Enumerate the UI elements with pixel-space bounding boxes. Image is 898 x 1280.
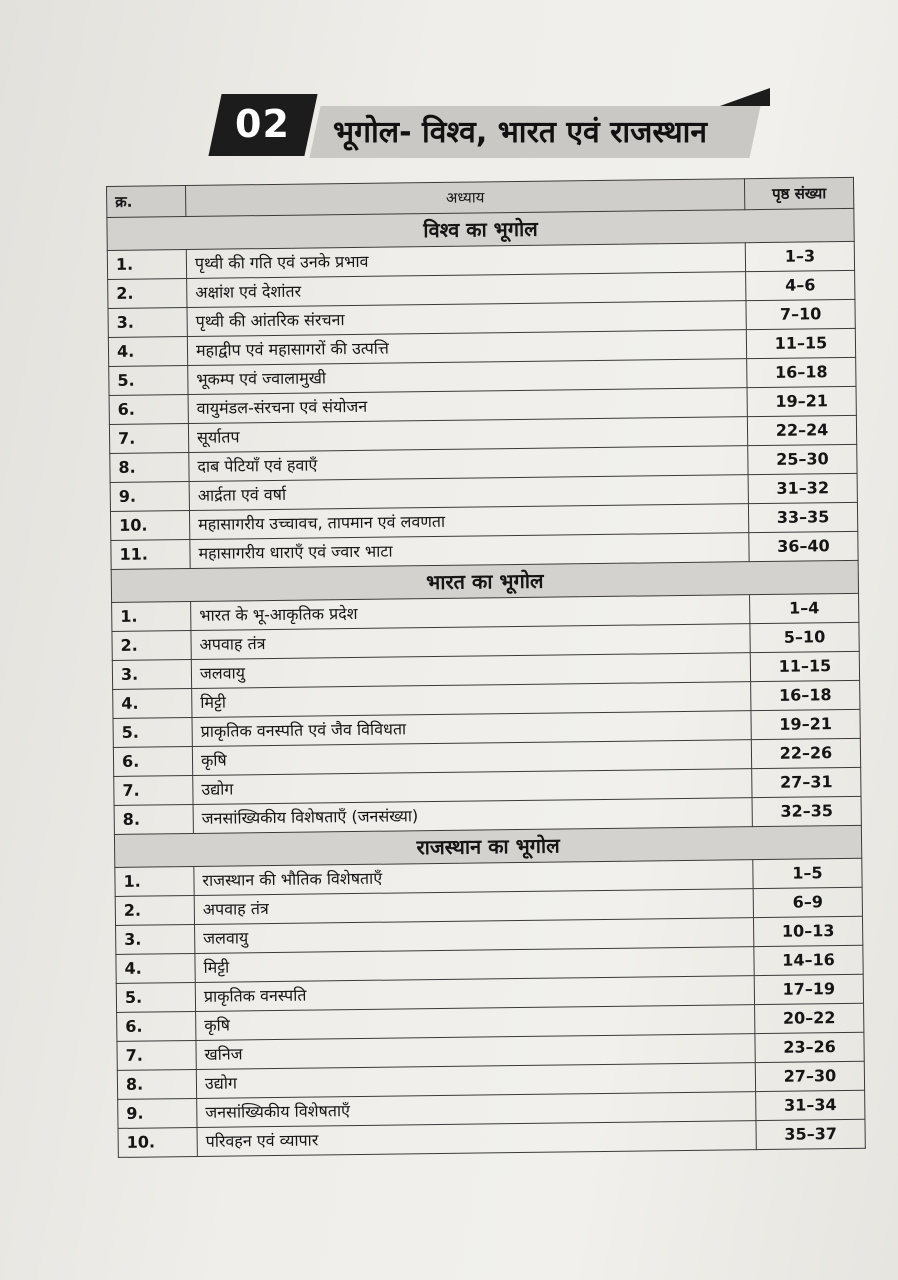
chapter-topic: अक्षांश एवं देशांतर (187, 272, 746, 308)
serial-number: 6. (109, 395, 188, 425)
chapter-topic: भारत के भू-आकृतिक प्रदेश (191, 595, 750, 631)
page-range: 23–26 (755, 1032, 864, 1062)
page-range: 1–3 (745, 241, 854, 271)
serial-number: 2. (108, 279, 187, 309)
serial-number: 11. (111, 540, 190, 570)
page-range: 16–18 (747, 357, 856, 387)
contents-table-wrapper (106, 177, 867, 1214)
page-range: 17–19 (754, 974, 863, 1004)
page-range: 11–15 (750, 651, 859, 681)
chapter-topic: पृथ्वी की गति एवं उनके प्रभाव (186, 243, 745, 279)
page-range: 32–35 (752, 796, 861, 826)
serial-number: 4. (113, 688, 192, 718)
chapter-topic: सूर्यातप (188, 417, 747, 453)
chapter-topic: परिवहन एवं व्यापार (197, 1121, 756, 1157)
chapter-topic: कृषि (196, 1005, 755, 1041)
section-title: विश्व का भूगोल (107, 208, 854, 250)
serial-number: 4. (116, 953, 195, 983)
chapter-topic: उद्योग (193, 769, 752, 805)
chapter-topic: जलवायु (195, 918, 754, 954)
chapter-topic: पृथ्वी की आंतरिक संरचना (187, 301, 746, 337)
page-range: 27–31 (752, 767, 861, 797)
serial-number: 3. (108, 308, 187, 338)
contents-table-body (107, 208, 865, 1157)
serial-number: 10. (110, 511, 189, 541)
page-range: 19–21 (747, 386, 856, 416)
chapter-topic: आर्द्रता एवं वर्षा (189, 475, 748, 511)
section-title: राजस्थान का भूगोल (114, 825, 861, 867)
chapter-topic: महासागरीय धाराएँ एवं ज्वार भाटा (190, 533, 749, 569)
serial-number: 1. (107, 250, 186, 280)
page-range: 27–30 (755, 1061, 864, 1091)
page-range: 20–22 (755, 1003, 864, 1033)
serial-number: 7. (114, 775, 193, 805)
serial-number: 4. (108, 337, 187, 367)
page-range: 5–10 (750, 622, 859, 652)
page-range: 6–9 (753, 887, 862, 917)
chapter-topic: जलवायु (191, 653, 750, 689)
header-pages: पृष्ठ संख्या (744, 177, 853, 209)
chapter-banner (215, 88, 755, 168)
page-range: 1–5 (753, 858, 862, 888)
chapter-topic: उद्योग (196, 1063, 755, 1099)
page-range: 16–18 (751, 680, 860, 710)
serial-number: 9. (110, 482, 189, 512)
serial-number: 5. (116, 982, 195, 1012)
serial-number: 2. (112, 630, 191, 660)
page-range: 19–21 (751, 709, 860, 739)
serial-number: 1. (115, 866, 194, 896)
page-range: 31–34 (756, 1090, 865, 1120)
header-chapter: अध्याय (186, 179, 745, 217)
serial-number: 8. (110, 453, 189, 483)
serial-number: 5. (113, 717, 192, 747)
page-range: 14–16 (754, 945, 863, 975)
chapter-topic: प्राकृतिक वनस्पति एवं जैव विविधता (192, 711, 751, 747)
banner-corner-decoration (720, 88, 770, 106)
serial-number: 9. (118, 1098, 197, 1128)
page-range: 22–26 (751, 738, 860, 768)
chapter-topic: दाब पेटियाँ एवं हवाएँ (189, 446, 748, 482)
chapter-topic: मिट्टी (195, 947, 754, 983)
page-range: 10–13 (753, 916, 862, 946)
chapter-topic: अपवाह तंत्र (194, 889, 753, 925)
chapter-number: 02 (235, 102, 290, 146)
section-title: भारत का भूगोल (111, 560, 858, 602)
chapter-topic: भूकम्प एवं ज्वालामुखी (188, 359, 747, 395)
serial-number: 1. (112, 601, 191, 631)
chapter-topic: खनिज (196, 1034, 755, 1070)
chapter-topic: जनसांख्यिकीय विशेषताएँ (197, 1092, 756, 1128)
page-range: 31–32 (748, 473, 857, 503)
chapter-topic: कृषि (192, 740, 751, 776)
chapter-title: भूगोल- विश्व, भारत एवं राजस्थान (333, 115, 708, 150)
serial-number: 7. (109, 424, 188, 454)
page-range: 33–35 (748, 502, 857, 532)
chapter-topic: मिट्टी (192, 682, 751, 718)
serial-number: 2. (115, 895, 194, 925)
serial-number: 5. (109, 366, 188, 396)
serial-number: 3. (116, 924, 195, 954)
serial-number: 6. (117, 1011, 196, 1041)
page-range: 36–40 (749, 531, 858, 561)
chapter-topic: अपवाह तंत्र (191, 624, 750, 660)
contents-table (106, 177, 866, 1158)
page-range: 7–10 (746, 299, 855, 329)
page-range: 22–24 (747, 415, 856, 445)
header-serial: क्र. (107, 186, 186, 218)
page-range: 4–6 (746, 270, 855, 300)
serial-number: 8. (117, 1069, 196, 1099)
chapter-topic: महासागरीय उच्चावच, तापमान एवं लवणता (189, 504, 748, 540)
chapter-topic: वायुमंडल-संरचना एवं संयोजन (188, 388, 747, 424)
serial-number: 10. (118, 1127, 197, 1157)
chapter-topic: राजस्थान की भौतिक विशेषताएँ (194, 860, 753, 896)
page-range: 35–37 (756, 1119, 865, 1149)
serial-number: 6. (113, 746, 192, 776)
page-range: 1–4 (750, 593, 859, 623)
page-range: 11–15 (746, 328, 855, 358)
chapter-topic: जनसांख्यिकीय विशेषताएँ (जनसंख्या) (193, 798, 752, 834)
chapter-topic: महाद्वीप एवं महासागरों की उत्पत्ति (187, 330, 746, 366)
serial-number: 3. (112, 659, 191, 689)
page-range: 25–30 (748, 444, 857, 474)
chapter-topic: प्राकृतिक वनस्पति (195, 976, 754, 1012)
serial-number: 7. (117, 1040, 196, 1070)
serial-number: 8. (114, 804, 193, 834)
